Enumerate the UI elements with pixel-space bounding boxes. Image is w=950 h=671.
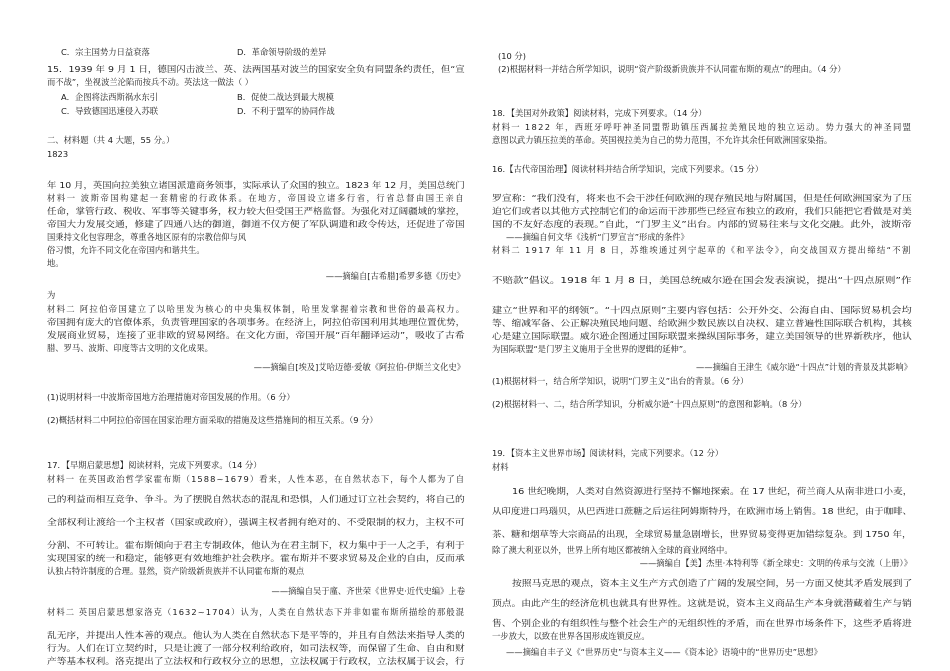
text-line: 18．【美国对外政策】阅读材料，完成下列要求。（14 分） (492, 108, 707, 118)
text-line: 年 10 月，英国向拉美独立诸国派遣商务领事，实际承认了众国的独立。1823 年 12 月，美国总统门 (47, 180, 465, 190)
text-line: C．宗主国势力日益衰落 (61, 47, 150, 57)
text-line: 17．【早期启蒙思想】阅读材料，完成下列要求。（14 分） (47, 460, 262, 470)
text-line: 国秉持文化包容理念，尊重各地区原有的宗教信仰与风 (47, 232, 247, 242)
text-line: (2)根据材料一并结合所学知识，说明“资产阶级新贵族并不认同霍布斯的观点”的理由。（4 分） (498, 64, 846, 74)
text-line: 地。 (47, 258, 64, 268)
text-line: 二、材料题（共 4 大题，55 分。） (47, 135, 175, 145)
text-line: (2)概括材料二中阿拉伯帝国在国家治理方面采取的措施及这些措施间的相互关系。（9 分） (47, 415, 378, 425)
text-line: 茶、糖和烟草等大宗商品的出现，全球贸易量急剧增长，世界贸易变得更加错综复杂。到 1750 年， (492, 529, 912, 539)
text-line: D．革命领导阶级的差异 (237, 47, 327, 57)
text-line: 认独占特许制度的合理。显然，资产阶级新贵族并不认同霍布斯的观点 (47, 566, 305, 576)
text-line: (1)说明材料一中波斯帝国地方治理措施对帝国发展的作用。（6 分） (47, 392, 295, 402)
text-line: 俗习惯，允许不同文化在帝国内和谐共生。 (47, 245, 205, 255)
text-line: 而不战”，坐视波兰沦陷而按兵不动。英法这一做法（ ） (47, 77, 254, 87)
text-line: 帝国大力发展交通，修建了四通八达的御道，御道不仅方便了军队调遣和政令传达，还促进了帝国 (47, 219, 465, 229)
text-line: 建立“世界和平的纲领”。“十四点原则”主要内容包括：公开外交、公海自由、国际贸易机会均 (492, 305, 912, 315)
text-line: 发展商业贸易，连接了亚非欧的贸易网络。在文化方面，帝国开展“百年翻译运动”，吸收了古希 (47, 330, 465, 340)
text-line: (10 分) (498, 51, 526, 61)
text-line: (2)根据材料一、二，结合所学知识，分析威尔逊“十四点原则”的意图和影响。（8 分） (492, 399, 807, 409)
text-line: ——摘编自[古希腊]希罗多德《历史》 (325, 271, 465, 281)
text-line: ——摘编自[埃及]艾哈迈德·爱敏《阿拉伯-伊斯兰文化史》 (253, 362, 465, 372)
text-line: 16 世纪晚期，人类对自然资源进行坚持不懈地探索。在 17 世纪，荷兰商人从南非进口小麦， (512, 486, 913, 496)
text-line: 迫它们或者以其他方式控制它们的命运而干涉那些已经宣布独立的政府，我们只能把它看做是对美 (492, 206, 912, 216)
text-line: 15．1939 年 9 月 1 日，德国闪击波兰、英、法两国基对波兰的国家安全负有同盟条约责任，但“宣 (47, 64, 465, 74)
text-line: C．导致德国迅速侵入苏联 (61, 106, 159, 116)
text-line: 材料一 在英国政治哲学家霍布斯（1588~1679）看来，人性本恶，在自然状态下，每个人都为了自 (47, 474, 466, 484)
text-line: ——摘编自何文华《浅析“门罗宣言”形成的条件》 (506, 232, 689, 242)
text-line: 产等基本权利。洛克提出了立法权和行政权分立的思想，立法权属于行政权，立法权属于议会，行 (47, 656, 465, 666)
text-line: 国的不友好态度的表现。”自此，“门罗主义”出台。内部的贸易往来与文化交融。此外，波斯帝 (492, 219, 912, 229)
text-line: 罗宣称：“我们没有，将来也不会干涉任何欧洲的现存殖民地与附属国，但是任何欧洲国家为了压 (492, 193, 912, 203)
text-line: 按照马克思的观点，资本主义生产方式创造了广阔的发展空间，另一方面又使其矛盾发展到了 (512, 578, 913, 588)
text-line: 售、个别企业的有组织性与整个社会生产的无组织性的矛盾，而在世界市场条件下，这些矛盾将进 (492, 618, 912, 628)
text-line: 己的利益而相互竞争、争斗。为了摆脱自然状态的混乱和恐惧，人们通过订立社会契约，将自己的 (47, 494, 465, 504)
text-line: 为国际联盟“是门罗主义施用于全世界的逻辑的延伸”。 (492, 344, 692, 354)
text-line: 腊、罗马、波斯、印度等古文明的文化成果。 (47, 343, 213, 353)
text-line: 材料二 阿拉伯帝国建立了以哈里发为核心的中央集权体制，哈里发掌握着宗教和世俗的最高权力。 (47, 304, 466, 314)
text-line: 分割、不可转让。霍布斯倾向于君主专制政体，他认为在君主制下，权力集中于一人之手，有利于 (47, 540, 465, 550)
text-line: A．企图将法西斯祸水东引 (61, 92, 158, 102)
text-line: (1)根据材料一，结合所学知识，说明“门罗主义”出台的背景。（6 分） (492, 376, 749, 386)
text-line: 不赔款”倡议。1918 年 1 月 8 日，美国总统威尔逊在国会发表演说，提出“十四点原则”作 (492, 275, 912, 285)
text-line: ——摘编自吴于廑、齐世荣《世界史·近代史编》上卷 (271, 586, 465, 596)
text-line: 实现国家的统一和稳定，能够更有效地维护社会秩序。霍布斯并不要求贸易及企业的自由，反而承 (47, 553, 465, 563)
text-line: D．不利于盟军的协同作战 (237, 106, 335, 116)
text-line: 为 (47, 290, 56, 300)
text-line: 顶点。由此产生的经济危机也就具有世界性。这就是说，资本主义商品生产本身就潜藏着生产与销 (492, 598, 912, 608)
text-line: 19．【资本主义世界市场】阅读材料，完成下列要求。（12 分） (492, 448, 724, 458)
text-line: 材料 (492, 462, 509, 472)
text-line: ——摘编自王津生《威尔逊“十四点”计划的背景及其影响》 (695, 362, 912, 372)
text-line: B．促使二战达到最大规模 (237, 92, 334, 102)
text-line: ——摘编自丰子义《“世界历史”与资本主义——《资本论》语境中的“世界历史”思想》 (506, 647, 822, 657)
text-line: 心是建立国际联盟。威尔逊企图通过国际联盟来操纵国际事务，建立美国领导的世界新秩序，他认 (492, 331, 912, 341)
text-line: 材料二 1917 年 11 月 8 日，苏维埃通过列宁起草的《和平法令》，向交战国双方提出缔结“不割 (492, 245, 912, 255)
text-line: 16.【古代帝国治理】阅读材料并结合所学知识，完成下列要求。（15 分） (492, 164, 764, 174)
text-line: 一步放大，以致在世界各国形成连锁反应。 (492, 631, 650, 641)
text-line: 任命，掌管行政、税收、军事等关键事务，权力较大但受国王严格监督。为强化对辽阔疆域的掌控， (47, 206, 466, 216)
text-line: 意图以武力镇压拉美的革命。英国视拉美为自己的势力范围，不允许其余任何欧洲国家染指。 (492, 135, 833, 145)
text-line: 1823 (47, 149, 69, 159)
text-line: 等、缩减军备、公正解决殖民地问题、给欧洲少数民族以自决权、建立普遍性国际联合机构，其核 (492, 318, 912, 328)
text-line: 乱无序，并提出人性本善的观点。他认为人类在自然状态下是平等的，并且有自然法来指导人类的 (47, 630, 465, 640)
text-line: 帝国拥有庞大的官僚体系，负责管理国家的各项事务。在经济上，阿拉伯帝国利用其地理位置优势， (47, 317, 466, 327)
text-line: 行为。人们在订立契约时，只是让渡了一部分权利给政府，如司法权等，而保留了生命、自由和财 (47, 643, 465, 653)
text-line: 除了澳大利亚以外，世界上所有地区都被纳入全球的商业网络中。 (492, 545, 733, 555)
text-line: 材料一 波斯帝国构建起一套精密的行政体系。在地方，帝国设立诸多行省，行省总督由国王亲自 (47, 193, 466, 203)
text-line: 材料二 英国启蒙思想家洛克（1632~1704）认为，人类在自然状态下并非如霍布斯所描绘的那般混 (47, 607, 466, 617)
text-line: 全部权利让渡给一个主权者（国家或政府），强调主权者拥有绝对的、不受限制的权力，主权不可 (47, 517, 465, 527)
text-line: 从印度进口玛瑙贝，从巴西进口蔗糖之后运往阿姆斯特丹，在欧洲市场上销售。18 世纪，由于咖啡、 (492, 506, 912, 516)
text-line: 材料一 1822 年，西班牙呼吁神圣同盟帮助镇压西属拉美殖民地的独立运动。势力强大的神圣同盟 (492, 122, 913, 132)
text-line: ——摘编自【美】杰里·本特利等《新全球史：文明的传承与交流（上册）》 (639, 558, 912, 568)
